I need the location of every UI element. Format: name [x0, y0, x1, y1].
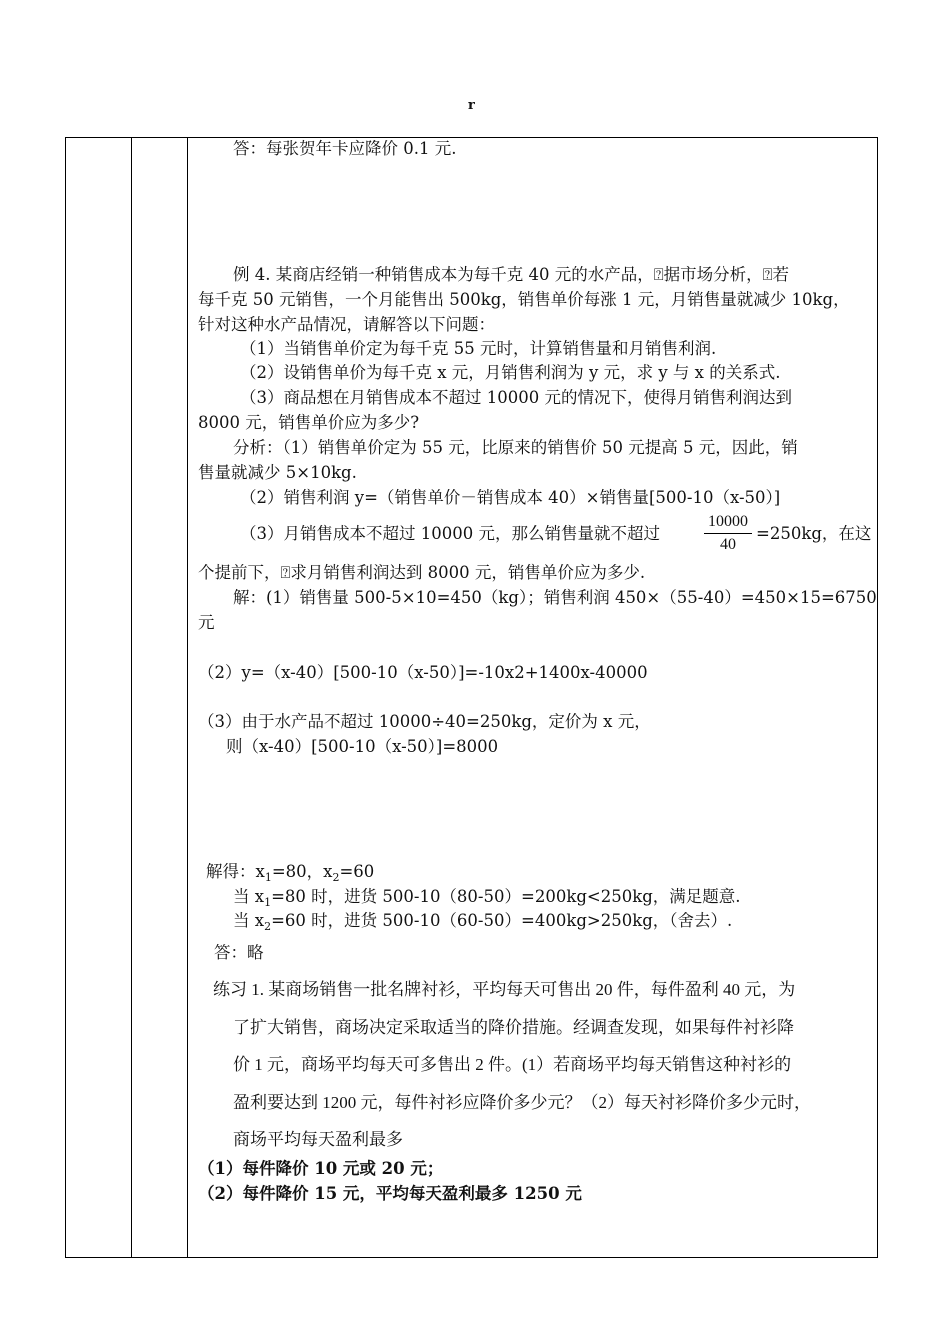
answer-line: 答：略: [214, 943, 264, 962]
analysis-line: （3）月销售成本不超过 10000 元，那么销售量就不超过: [240, 524, 660, 543]
exercise-answer-line: （2）每件降价 15 元，平均每天盈利最多 1250 元: [198, 1184, 582, 1203]
answer-line: 答：每张贺年卡应降价 0.1 元.: [233, 139, 457, 158]
solution-line: （3）由于水产品不超过 10000÷40=250kg，定价为 x 元，: [198, 712, 651, 731]
content-cell: [196, 138, 877, 1257]
exercise-line: 练习 1. 某商场销售一批名牌衬衫，平均每天可售出 20 件，每件盈利 40 元，为: [213, 980, 796, 999]
example-line: 针对这种水产品情况，请解答以下问题：: [198, 315, 495, 334]
analysis-line: =250kg，在这: [756, 524, 872, 543]
question-line: （3）商品想在月销售成本不超过 10000 元的情况下，使得月销售利润达到: [240, 388, 792, 407]
exercise-line: 盈利要达到 1200 元，每件衬衫应降价多少元？（2）每天衬衫降价多少元时，: [233, 1093, 811, 1112]
roots-line: 解得：$x_1=80$，$x_2=60$: [206, 862, 375, 884]
content-table: [65, 137, 878, 1258]
solution-line: 解：(1）销售量 500-5×10=450（kg）；销售利润 450×（55-40）=450×15=6750: [233, 588, 877, 607]
solution-line: 元: [198, 613, 215, 632]
question-line: 8000 元，销售单价应为多少?: [198, 413, 420, 432]
exercise-line: 了扩大销售，商场决定采取适当的降价措施。经调查发现，如果每件衬衫降: [233, 1018, 794, 1037]
column-divider: [131, 138, 132, 1257]
example-line: 每千克 50 元销售，一个月能售出 500kg，销售单价每涨 1 元，月销售量就减少 10kg，: [198, 290, 850, 309]
question-line: （2）设销售单价为每千克 x 元，月销售利润为 y 元，求 y 与 x 的关系式.: [240, 363, 781, 382]
analysis-line: 售量就减少 5×10kg.: [198, 463, 357, 482]
question-line: （1）当销售单价定为每千克 55 元时，计算销售量和月销售利润.: [240, 339, 717, 358]
solution-line: （2）y=（x-40）[500-10（x-50）]=-10x2+1400x-40000: [198, 663, 648, 682]
solution-line: 则（x-40）[500-10（x-50）]=8000: [226, 737, 499, 756]
example-line: 例 4. 某商店经销一种销售成本为每千克 40 元的水产品，⍰据市场分析，⍰若: [233, 265, 790, 284]
fraction-denominator: 40: [720, 536, 736, 553]
fraction-numerator: 10000: [708, 513, 748, 530]
fraction: [704, 512, 752, 555]
exercise-line: 价 1 元，商场平均每天可多售出 2 件。(1）若商场平均每天销售这种衬衫的: [233, 1055, 792, 1074]
analysis-line: （2）销售利润 y=（销售单价－销售成本 40）×销售量[500-10（x-50）]: [240, 488, 781, 507]
check-line: 当 $x_1=80$ 时，进货 500-10（80-50）=200kg<250kg，满足题意.: [233, 887, 741, 909]
fraction-bar: [704, 533, 752, 534]
exercise-answer-line: （1）每件降价 10 元或 20 元；: [198, 1159, 444, 1178]
analysis-line: 个提前下，⍰求月销售利润达到 8000 元，销售单价应为多少.: [198, 563, 646, 582]
analysis-line: 分析：（1）销售单价定为 55 元，比原来的销售价 50 元提高 5 元，因此，销: [233, 438, 798, 457]
header-mark: r: [468, 98, 475, 113]
check-line: 当 $x_2=60$ 时，进货 500-10（60-50）=400kg>250kg，（舍去）.: [233, 911, 733, 933]
column-divider: [187, 138, 188, 1257]
exercise-line: 商场平均每天盈利最多: [233, 1130, 403, 1149]
